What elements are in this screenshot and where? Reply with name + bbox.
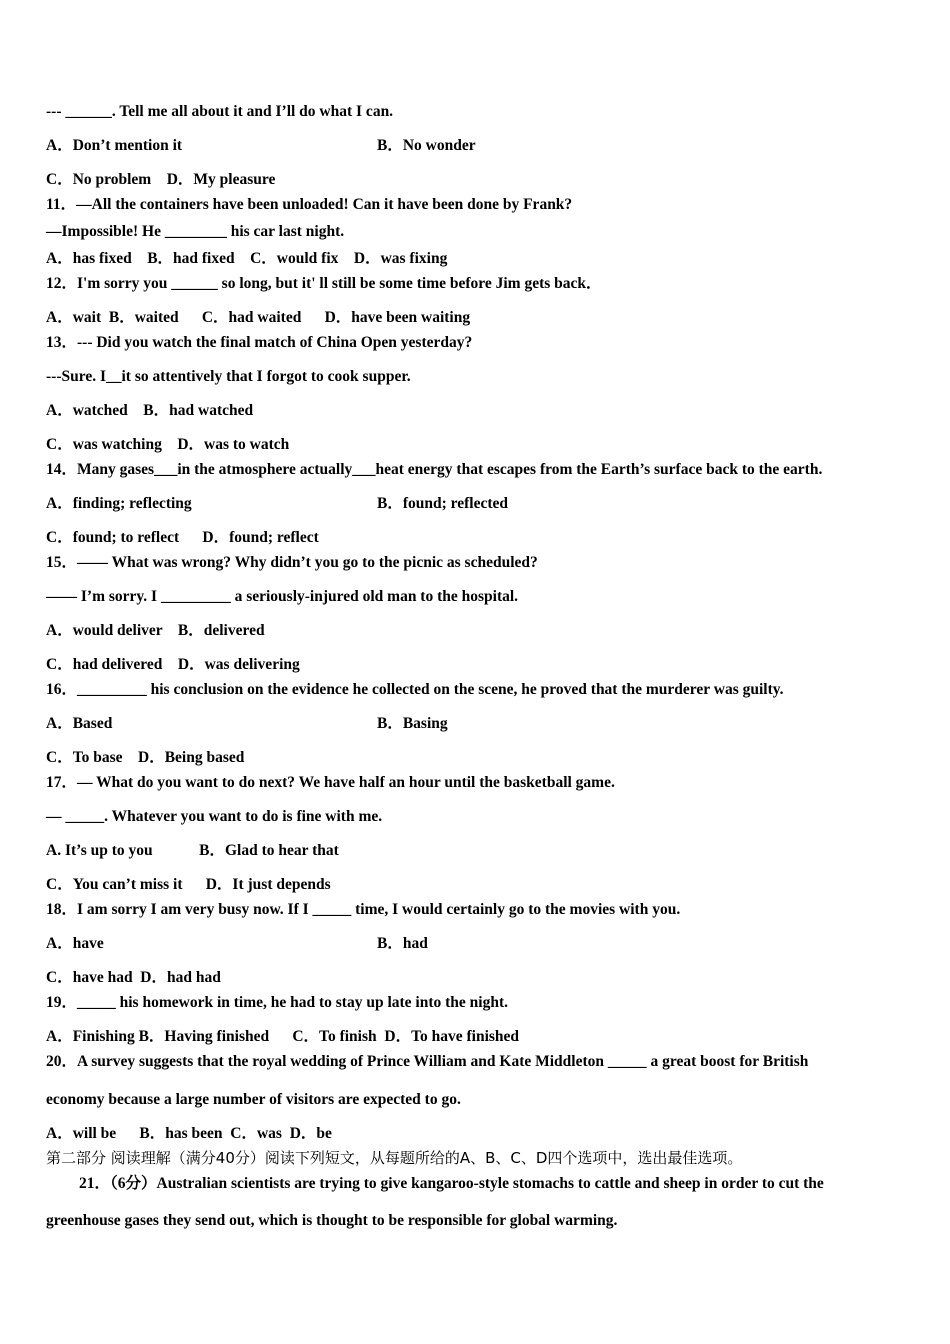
q17-dialogue-line: — _____. Whatever you want to do is fine with me. xyxy=(46,808,383,825)
passage-paragraph-start: 21．（6分）Australian scientists are trying to give kangaroo-style stomachs to cattle and sheep in order to cut the xyxy=(79,1175,824,1192)
passage-paragraph-continued: greenhouse gases they send out, which is thought to be responsible for global warming. xyxy=(46,1212,618,1229)
q15-options-cd: C．had delivered D．was delivering xyxy=(46,656,300,673)
q15-dialogue-line: —— I’m sorry. I _________ a seriously-injured old man to the hospital. xyxy=(46,588,519,605)
q10-options-cd: C．No problem D．My pleasure xyxy=(46,171,276,188)
q13-dialogue-line: ---Sure. I__it so attentively that I forgot to cook supper. xyxy=(46,368,411,385)
q11-stem: 11．—All the containers have been unloaded! Can it have been done by Frank? xyxy=(46,196,573,213)
section-heading-reading: 第二部分 阅读理解（满分40分）阅读下列短文，从每题所给的A、B、C、D四个选项中，选出最佳选项。 xyxy=(46,1149,743,1167)
q20-options: A．will be B．has been C．was D．be xyxy=(46,1125,332,1142)
q14-options-cd: C．found; to reflect D．found; reflect xyxy=(46,529,319,546)
q19-stem: 19．_____ his homework in time, he had to stay up late into the night. xyxy=(46,994,509,1011)
q16-option-b: B．Basing xyxy=(377,715,448,732)
q18-options-cd: C．have had D．had had xyxy=(46,969,221,986)
q14-option-a: A．finding; reflecting xyxy=(46,495,192,512)
q11-dialogue-line: —Impossible! He ________ his car last night. xyxy=(46,223,345,240)
q20-stem: 20．A survey suggests that the royal wedding of Prince William and Kate Middleton _____ a great boost for British xyxy=(46,1053,809,1070)
q18-stem: 18．I am sorry I am very busy now. If I _____ time, I would certainly go to the movies with you. xyxy=(46,901,681,918)
q16-stem: 16．_________ his conclusion on the evidence he collected on the scene, he proved that the murderer was guilty. xyxy=(46,681,784,698)
q19-options: A．Finishing B．Having finished C．To finish D．To have finished xyxy=(46,1028,520,1045)
q11-options: A．has fixed B．had fixed C．would fix D．was fixing xyxy=(46,250,448,267)
q14-option-b: B．found; reflected xyxy=(377,495,509,512)
q12-stem: 12．I'm sorry you ______ so long, but it' ll still be some time before Jim gets back． xyxy=(46,275,602,292)
q13-stem: 13．--- Did you watch the final match of China Open yesterday? xyxy=(46,334,473,351)
q18-option-b: B．had xyxy=(377,935,428,952)
q17-stem: 17．— What do you want to do next? We have half an hour until the basketball game. xyxy=(46,774,615,791)
q15-options-ab: A．would deliver B．delivered xyxy=(46,622,265,639)
q17-options-ab: A. It’s up to you B．Glad to hear that xyxy=(46,842,339,859)
q12-options: A．wait B．waited C．had waited D．have been waiting xyxy=(46,309,471,326)
q14-stem: 14．Many gases___in the atmosphere actually___heat energy that escapes from the Earth’s surface back to the earth. xyxy=(46,461,823,478)
q16-options-cd: C．To base D．Being based xyxy=(46,749,245,766)
q10-option-b: B．No wonder xyxy=(377,137,476,154)
q13-options-cd: C．was watching D．was to watch xyxy=(46,436,290,453)
q10-dialogue-line: --- ______. Tell me all about it and I’ll do what I can. xyxy=(46,103,394,120)
q10-option-a: A．Don’t mention it xyxy=(46,137,183,154)
q17-options-cd: C．You can’t miss it D．It just depends xyxy=(46,876,331,893)
q18-option-a: A．have xyxy=(46,935,104,952)
q16-option-a: A．Based xyxy=(46,715,113,732)
q20-stem-continued: economy because a large number of visitors are expected to go. xyxy=(46,1091,461,1108)
q15-stem: 15．—— What was wrong? Why didn’t you go to the picnic as scheduled? xyxy=(46,554,538,571)
q13-options-ab: A．watched B．had watched xyxy=(46,402,254,419)
